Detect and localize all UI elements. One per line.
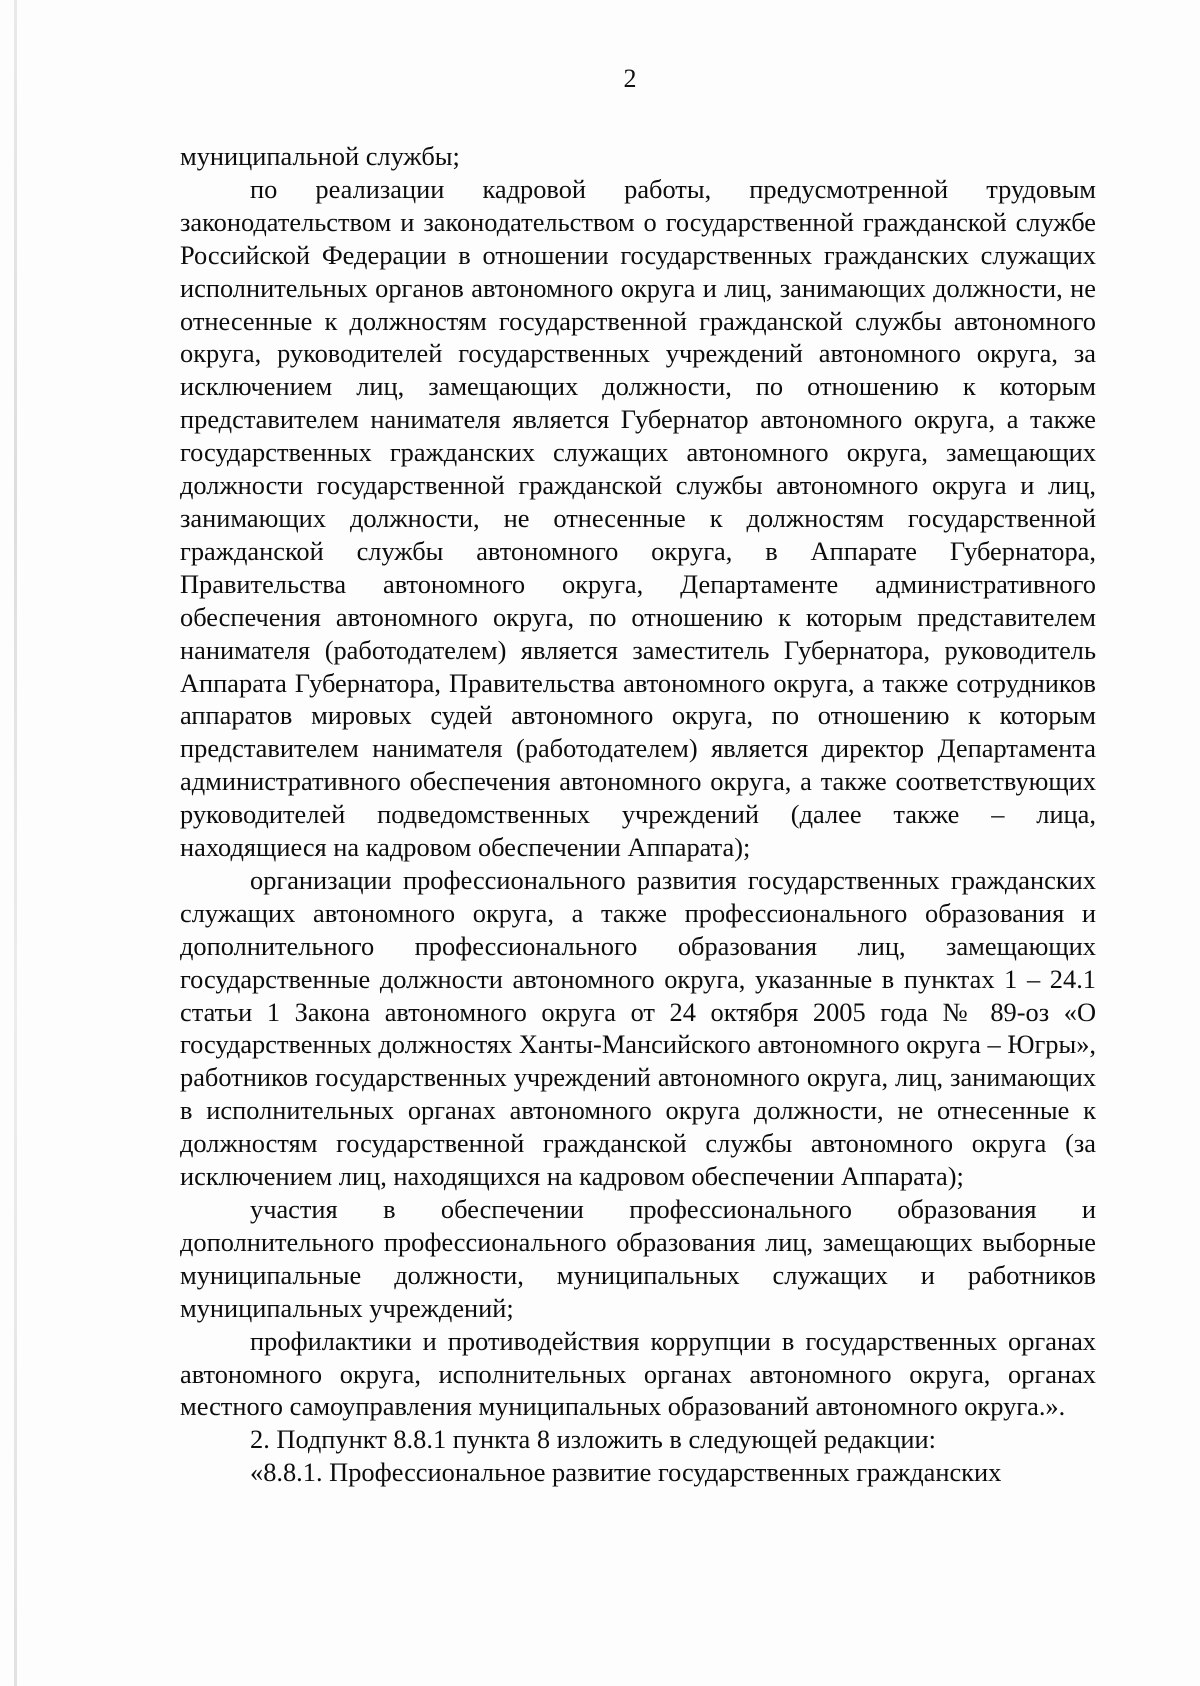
page-number: 2: [623, 64, 637, 93]
paragraph-5: профилактики и противодействия коррупции в государственных органах автономного округа, исполнительных органах автономного округа, органах местного самоуправления муниципальных образований автономного округа.».: [180, 1325, 1096, 1422]
paragraph-6: 2. Подпункт 8.8.1 пункта 8 изложить в следующей редакции:: [250, 1424, 937, 1455]
paragraph-4: участия в обеспечении профессионального образования и дополнительного профессионального образования лиц, замещающих выборные муниципальные должности, муниципальных служащих и работников муниципальных учреждений;: [180, 1194, 1096, 1323]
scan-edge-shadow: [14, 0, 17, 1686]
paragraph-2: по реализации кадровой работы, предусмотренной трудовым законодательством и законодательством о государственной гражданской службе Российской Федерации в отношении государственных гражданских служащих исполнительных органов автономного округа и лиц, занимающих должности, не отнесенные к должностям государственной гражданской службы автономного округа, руководителей государственных учреждений автономного округа, за исключением лиц, замещающих должности, по отношению к которым представителем нанимателя является Губернатор автономного округа, а также государственных гражданских служащих автономного округа, замещающих должности государственной гражданской службы автономного округа и лиц, занимающих должности, не отнесенные к должностям государственной гражданской службы автономного округа, в Аппарате Губернатора, Правительства автономного округа, Департаменте административного обеспечения автономного округа, по отношению к которым представителем нанимателя (работодателем) является заместитель Губернатора, руководитель Аппарата Губернатора, Правительства автономного округа, а также сотрудников аппаратов мировых судей автономного округа, по отношению к которым представителем нанимателя (работодателем) является директор Департамента административного обеспечения автономного округа, а также соответствующих руководителей подведомственных учреждений (далее также – лица, находящиеся на кадровом обеспечении Аппарата);: [180, 173, 1096, 863]
paragraph-1: муниципальной службы;: [180, 141, 460, 171]
document-body: [180, 140, 1096, 1489]
paragraph-7: «8.8.1. Профессиональное развитие государственных гражданских: [250, 1457, 1002, 1488]
paragraph-3: организации профессионального развития государственных гражданских служащих автономного округа, а также профессионального образования и дополнительного профессионального образования лиц, замещающих государственные должности автономного округа, указанные в пунктах 1 – 24.1 статьи 1 Закона автономного округа от 24 октября 2005 года № 89-оз «О государственных должностях Ханты-Мансийского автономного округа – Югры», работников государственных учреждений автономного округа, лиц, занимающих в исполнительных органах автономного округа должности, не отнесенные к должностям государственной гражданской службы автономного округа (за исключением лиц, находящихся на кадровом обеспечении Аппарата);: [180, 864, 1096, 1192]
